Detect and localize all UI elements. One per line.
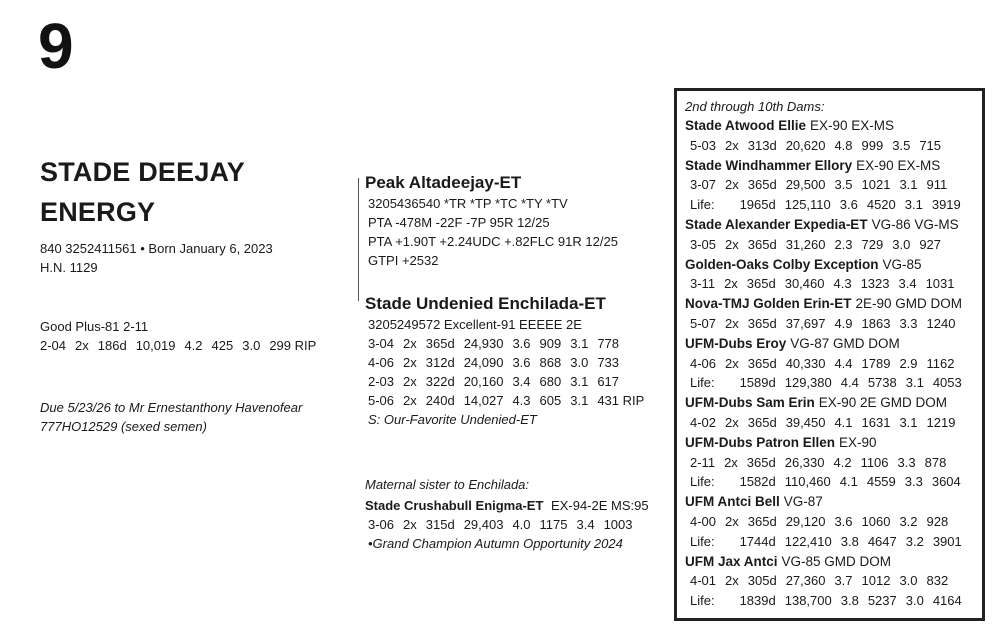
dam-record-row — [368, 391, 644, 410]
ancestor-dam-record — [685, 373, 974, 393]
rec-fat-pct: 4.3 — [512, 393, 531, 408]
sister-header: Maternal sister to Enchilada: — [365, 477, 530, 492]
rec-milk: 110,460 — [784, 474, 831, 490]
rec-milk: 40,330 — [785, 355, 826, 371]
ancestor-dam-name-line — [685, 294, 974, 314]
animal-classification: Good Plus-81 2-11 — [40, 319, 149, 334]
dam-name: Stade Undenied Enchilada-ET — [365, 294, 606, 313]
rec-age: 2-11 — [690, 454, 716, 470]
rec-protein-pct: 3.1 — [570, 374, 589, 389]
rec-fat: 4520 — [866, 197, 896, 213]
ancestor-dam-record — [685, 591, 974, 611]
animal-id-line: 840 3252411561 • Born January 6, 2023 — [40, 241, 273, 256]
rec-protein-pct: 3.1 — [904, 197, 923, 213]
rec-protein-pct: 3.1 — [899, 414, 918, 430]
rec-days: 365d — [747, 177, 777, 193]
rec-fat-pct: 3.6 — [839, 197, 858, 213]
rec-protein: 733 — [597, 355, 620, 370]
rec-age: 4-02 — [690, 414, 717, 430]
ancestor-dam-classification: VG-85 GMD DOM — [781, 553, 892, 569]
rec-days: 315d — [425, 517, 455, 532]
rec-fat: 1012 — [861, 573, 891, 589]
sire-line: PTA +1.90T +2.24UDC +.82FLC 91R 12/25 — [368, 234, 618, 249]
rec-milking: 2x — [725, 315, 739, 331]
ancestor-dam-name: UFM Antci Bell — [685, 494, 780, 510]
ancestor-dam-name: UFM-Dubs Sam Erin — [685, 395, 815, 411]
rec-fat-pct: 4.4 — [840, 375, 859, 391]
rec-protein: 4164 — [932, 593, 962, 609]
ancestor-dam-classification: EX-90 2E GMD DOM — [818, 395, 948, 411]
dam-block — [365, 293, 644, 429]
rec-fat-pct: 4.8 — [834, 137, 853, 153]
ancestor-dam-record — [685, 354, 974, 374]
rec-fat: 605 — [539, 393, 562, 408]
sire-line: 3205436540 *TR *TP *TC *TY *TV — [368, 196, 568, 211]
rec-age: 4-01 — [690, 573, 717, 589]
sister-record — [365, 515, 649, 534]
rec-days: 365d — [747, 355, 777, 371]
ancestor-dam-record — [685, 472, 974, 492]
rec-fat: 4647 — [867, 533, 897, 549]
rec-age: 3-11 — [690, 276, 716, 292]
rec-fat: 5738 — [867, 375, 897, 391]
rec-milk: 30,460 — [784, 276, 825, 292]
rec-age: 3-04 — [368, 336, 395, 351]
rec-days: 365d — [747, 513, 777, 529]
ancestor-dam-classification: EX-90 — [839, 434, 877, 450]
rec-days: 365d — [747, 315, 777, 331]
rec-milking: 2x — [403, 374, 417, 389]
rec-fat: 1106 — [860, 454, 889, 470]
rec-milk: 37,697 — [785, 315, 826, 331]
rec-fat: 5237 — [867, 593, 897, 609]
rec-milking: 2x — [403, 355, 417, 370]
rec-protein-pct: 3.4 — [576, 517, 595, 532]
rec-milking: 2x — [725, 137, 739, 153]
rec-days: 365d — [746, 276, 776, 292]
rec-fat: 868 — [539, 355, 562, 370]
pedigree-bracket-line — [358, 178, 359, 301]
sire-block — [365, 172, 618, 270]
rec-days: 322d — [425, 374, 455, 389]
rec-milk: 138,700 — [784, 593, 832, 609]
ancestor-dam-name: Nova-TMJ Golden Erin-ET — [685, 296, 852, 312]
rec-protein: 1240 — [926, 315, 956, 331]
rec-fat: 1323 — [860, 276, 890, 292]
rec-protein: 927 — [919, 236, 942, 252]
rec-milk: 14,027 — [463, 393, 504, 408]
animal-info — [40, 239, 273, 277]
ancestor-dam — [685, 552, 974, 611]
rec-protein-pct: 3.3 — [904, 474, 923, 490]
rec-days: 313d — [747, 137, 777, 153]
rec-days: 186d — [97, 338, 127, 353]
rec-fat-pct: 4.4 — [834, 355, 853, 371]
rec-fat-pct: 4.1 — [834, 414, 853, 430]
rec-protein: 431 RIP — [597, 393, 645, 408]
ancestor-dam-name-line — [685, 492, 974, 512]
rec-milking: 2x — [403, 393, 417, 408]
rec-fat-pct: 3.8 — [840, 533, 859, 549]
animal-record — [40, 336, 316, 355]
rec-protein-pct: 3.3 — [899, 315, 918, 331]
rec-protein-pct: 3.0 — [242, 338, 261, 353]
rec-days: 1589d — [739, 375, 776, 391]
rec-days: 1582d — [739, 474, 776, 490]
rec-protein: 4053 — [932, 375, 962, 391]
rec-fat-pct: 3.6 — [512, 355, 531, 370]
rec-protein-pct: 3.1 — [899, 177, 918, 193]
rec-days: 240d — [425, 393, 455, 408]
rec-protein: 3919 — [931, 197, 961, 213]
rec-milking: 2x — [725, 414, 739, 430]
rec-protein: 617 — [597, 374, 620, 389]
sister-name-line — [365, 496, 649, 515]
ancestor-dam-classification: EX-90 EX-MS — [810, 118, 895, 133]
sister-name: Stade Crushabull Enigma-ET — [365, 498, 544, 513]
rec-fat-pct: 2.3 — [834, 236, 853, 252]
rec-milking: 2x — [75, 338, 89, 353]
rec-fat: 1021 — [861, 177, 891, 193]
rec-protein: 1031 — [925, 276, 955, 292]
ancestor-dam — [685, 156, 974, 215]
animal-performance — [40, 317, 316, 355]
rec-protein-pct: 3.0 — [570, 355, 589, 370]
rec-milking: 2x — [725, 513, 739, 529]
rec-milk: 125,110 — [784, 197, 831, 213]
rec-fat: 425 — [211, 338, 234, 353]
rec-age: Life: — [690, 593, 715, 609]
animal-name-line2: ENERGY — [40, 197, 156, 227]
ancestor-dam-name-line — [685, 433, 974, 453]
rec-milking: 2x — [725, 236, 739, 252]
ancestor-dam-classification: VG-86 VG-MS — [871, 216, 959, 232]
ancestor-dam — [685, 433, 974, 492]
ancestor-dam-record — [685, 512, 974, 532]
ancestor-dam — [685, 492, 974, 551]
sister-classification: EX-94-2E MS:95 — [551, 498, 649, 513]
ancestor-dam-name-line — [685, 156, 974, 176]
rec-protein: 299 RIP — [269, 338, 317, 353]
sire-line: PTA -478M -22F -7P 95R 12/25 — [368, 215, 550, 230]
rec-protein-pct: 2.9 — [899, 355, 918, 371]
rec-fat: 1863 — [861, 315, 891, 331]
rec-age: Life: — [690, 474, 715, 490]
rec-protein: 715 — [919, 137, 942, 153]
due-info — [40, 398, 302, 436]
rec-milk: 129,380 — [784, 375, 832, 391]
rec-milk: 20,620 — [785, 137, 826, 153]
ancestor-dam-name-line — [685, 393, 974, 413]
ancestor-dam-classification: VG-87 — [783, 494, 823, 510]
rec-fat-pct: 3.7 — [834, 573, 853, 589]
ancestor-dam-name-line — [685, 552, 974, 572]
sister-note: •Grand Champion Autumn Opportunity 2024 — [368, 536, 623, 551]
rec-protein-pct: 3.0 — [899, 573, 918, 589]
rec-fat-pct: 4.1 — [839, 474, 858, 490]
dams-box — [674, 88, 985, 621]
rec-fat-pct: 3.6 — [512, 336, 531, 351]
rec-days: 305d — [747, 573, 777, 589]
rec-protein-pct: 3.1 — [905, 375, 924, 391]
rec-days: 365d — [747, 236, 777, 252]
ancestor-dam-record — [685, 453, 974, 473]
ancestor-dam-name-line — [685, 255, 974, 275]
rec-milk: 24,090 — [463, 355, 504, 370]
due-line2: 777HO12529 (sexed semen) — [40, 419, 207, 434]
rec-age: 5-06 — [368, 393, 395, 408]
dam-reg-line: 3205249572 Excellent-91 EEEEE 2E — [368, 317, 582, 332]
rec-protein-pct: 3.3 — [897, 454, 916, 470]
rec-age: 3-05 — [690, 236, 717, 252]
ancestor-dam-record — [685, 136, 974, 156]
rec-fat-pct: 4.2 — [184, 338, 203, 353]
ancestor-dam-name-line — [685, 215, 974, 235]
rec-age: 4-06 — [368, 355, 395, 370]
due-line1: Due 5/23/26 to Mr Ernestanthony Havenofear — [40, 400, 303, 415]
rec-protein-pct: 3.4 — [898, 276, 917, 292]
rec-milk: 29,403 — [463, 517, 504, 532]
rec-protein-pct: 3.0 — [892, 236, 911, 252]
rec-protein: 832 — [926, 573, 949, 589]
rec-milk: 10,019 — [135, 338, 176, 353]
dam-record-row — [368, 334, 644, 353]
ancestor-dam-name: UFM Jax Antci — [685, 553, 778, 569]
ancestor-dam-name: UFM-Dubs Patron Ellen — [685, 434, 836, 450]
rec-protein-pct: 3.2 — [905, 533, 924, 549]
rec-protein: 3604 — [931, 474, 961, 490]
sire-line: GTPI +2532 — [368, 253, 439, 268]
dams-list — [685, 116, 974, 611]
rec-age: 4-06 — [690, 355, 717, 371]
rec-days: 365d — [425, 336, 455, 351]
ancestor-dam-record — [685, 235, 974, 255]
rec-milk: 122,410 — [784, 533, 832, 549]
rec-protein: 778 — [597, 336, 620, 351]
rec-fat: 1631 — [861, 414, 891, 430]
rec-protein: 3901 — [932, 533, 962, 549]
rec-fat-pct: 3.8 — [840, 593, 859, 609]
rec-protein: 1162 — [926, 355, 955, 371]
rec-fat-pct: 4.2 — [833, 454, 852, 470]
rec-days: 365d — [747, 414, 777, 430]
dam-sire-line: S: Our-Favorite Undenied-ET — [368, 412, 537, 427]
ancestor-dam — [685, 294, 974, 334]
ancestor-dam-record — [685, 532, 974, 552]
rec-milking: 2x — [725, 573, 739, 589]
ancestor-dam-name: UFM-Dubs Eroy — [685, 335, 787, 351]
ancestor-dam-name: Stade Alexander Expedia-ET — [685, 216, 868, 232]
ancestor-dam-name: Stade Atwood Ellie — [685, 118, 807, 133]
ancestor-dam-classification: VG-87 GMD DOM — [790, 335, 900, 351]
ancestor-dam-classification: 2E-90 GMD DOM — [855, 296, 963, 312]
rec-age: Life: — [690, 375, 715, 391]
ancestor-dam-name: Golden-Oaks Colby Exception — [685, 256, 879, 272]
rec-days: 1744d — [739, 533, 776, 549]
rec-protein-pct: 3.2 — [899, 513, 918, 529]
rec-protein: 928 — [926, 513, 949, 529]
rec-milking: 2x — [725, 355, 739, 371]
rec-protein: 1219 — [926, 414, 956, 430]
ancestor-dam — [685, 393, 974, 433]
rec-days: 365d — [746, 454, 776, 470]
ancestor-dam — [685, 255, 974, 295]
ancestor-dam-record — [685, 314, 974, 334]
rec-protein-pct: 3.5 — [892, 137, 911, 153]
rec-fat-pct: 3.4 — [512, 374, 531, 389]
rec-milk: 20,160 — [463, 374, 504, 389]
dam-record-row — [368, 353, 644, 372]
rec-age: 3-06 — [368, 517, 395, 532]
rec-fat: 680 — [539, 374, 562, 389]
rec-milk: 29,500 — [785, 177, 826, 193]
ancestor-dam-name-line — [685, 334, 974, 354]
rec-fat: 909 — [539, 336, 562, 351]
rec-protein-pct: 3.1 — [570, 393, 589, 408]
animal-hn: H.N. 1129 — [40, 260, 98, 275]
ancestor-dam-classification: VG-85 — [882, 256, 922, 272]
ancestor-dam-classification: EX-90 EX-MS — [856, 157, 941, 173]
rec-days: 1839d — [739, 593, 776, 609]
rec-age: 5-03 — [690, 137, 717, 153]
dam-record-row — [368, 372, 644, 391]
rec-protein: 878 — [924, 454, 947, 470]
rec-milking: 2x — [724, 276, 738, 292]
lot-number: 9 — [38, 10, 74, 82]
ancestor-dam-record — [685, 413, 974, 433]
rec-age: 2-04 — [40, 338, 67, 353]
ancestor-dam-name: Stade Windhammer Ellory — [685, 157, 853, 173]
ancestor-dam-record — [685, 175, 974, 195]
rec-fat-pct: 4.9 — [834, 315, 853, 331]
rec-fat: 1175 — [539, 517, 568, 532]
rec-milk: 39,450 — [785, 414, 826, 430]
rec-fat-pct: 3.6 — [834, 513, 853, 529]
rec-age: 5-07 — [690, 315, 717, 331]
rec-protein: 1003 — [603, 517, 633, 532]
rec-milk: 27,360 — [785, 573, 826, 589]
ancestor-dam — [685, 215, 974, 255]
rec-milking: 2x — [403, 336, 417, 351]
rec-milking: 2x — [724, 454, 738, 470]
dams-box-header: 2nd through 10th Dams: — [685, 99, 825, 114]
animal-name-line1: STADE DEEJAY — [40, 157, 245, 187]
sister-block — [365, 475, 649, 553]
rec-milk: 29,120 — [785, 513, 826, 529]
sire-name: Peak Altadeejay-ET — [365, 173, 522, 192]
ancestor-dam — [685, 116, 974, 156]
rec-days: 312d — [425, 355, 455, 370]
ancestor-dam-record — [685, 195, 974, 215]
ancestor-dam — [685, 334, 974, 393]
rec-milk: 24,930 — [463, 336, 504, 351]
rec-milking: 2x — [725, 177, 739, 193]
rec-age: 3-07 — [690, 177, 717, 193]
rec-fat: 999 — [861, 137, 884, 153]
rec-age: Life: — [690, 197, 715, 213]
rec-milk: 26,330 — [784, 454, 825, 470]
rec-days: 1965d — [739, 197, 776, 213]
rec-protein-pct: 3.0 — [905, 593, 924, 609]
ancestor-dam-name-line — [685, 116, 974, 136]
rec-fat: 4559 — [866, 474, 896, 490]
rec-fat: 729 — [861, 236, 884, 252]
rec-milking: 2x — [403, 517, 417, 532]
rec-protein: 911 — [926, 177, 948, 193]
ancestor-dam-record — [685, 571, 974, 591]
rec-fat-pct: 4.3 — [833, 276, 852, 292]
animal-name — [40, 152, 340, 232]
rec-fat-pct: 3.5 — [834, 177, 853, 193]
rec-protein-pct: 3.1 — [570, 336, 589, 351]
rec-age: 4-00 — [690, 513, 717, 529]
rec-milk: 31,260 — [785, 236, 826, 252]
rec-age: Life: — [690, 533, 715, 549]
ancestor-dam-record — [685, 274, 974, 294]
rec-fat: 1789 — [861, 355, 891, 371]
rec-fat-pct: 4.0 — [512, 517, 531, 532]
rec-age: 2-03 — [368, 374, 395, 389]
rec-fat: 1060 — [861, 513, 891, 529]
